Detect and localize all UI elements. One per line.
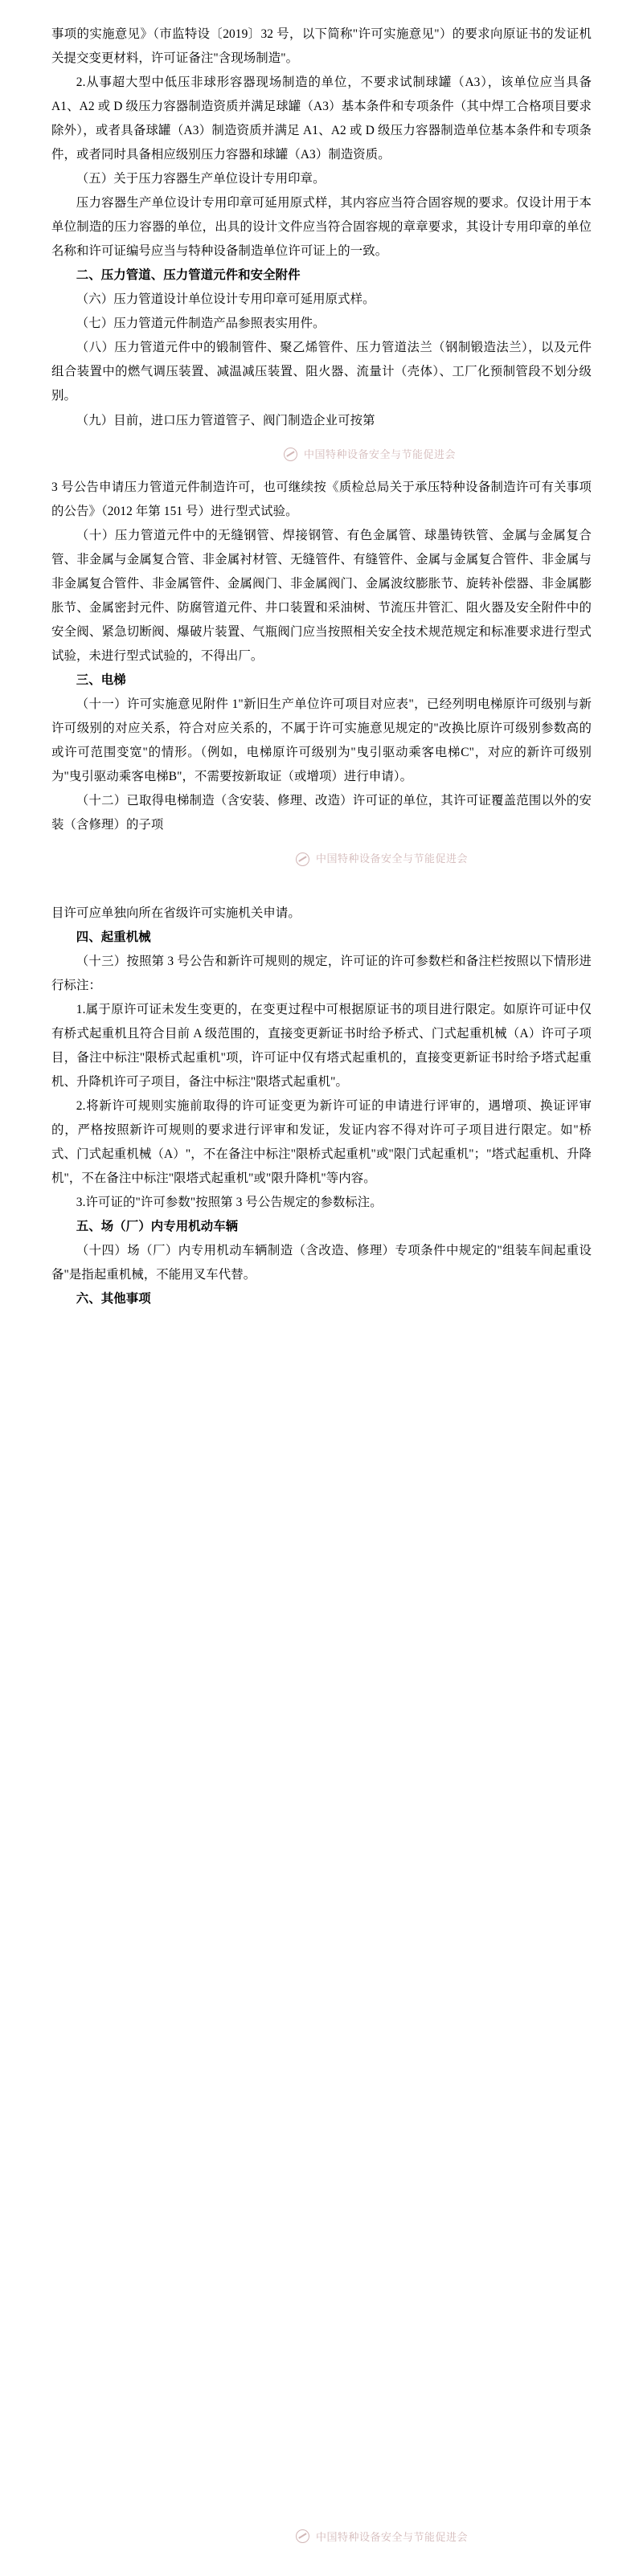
section-heading: 二、压力管道、压力管道元件和安全附件 (76, 268, 301, 283)
paragraph: （十四）场（厂）内专用机动车辆制造（含改造、修理）专项条件中规定的"组装车间起重设备"是指起重机械，不能用叉车代替。 (51, 1244, 592, 1282)
promotion-association-logo-icon (296, 853, 309, 866)
document-body (51, 22, 592, 1311)
section-heading: 五、场（厂）内专用机动车辆 (76, 1220, 239, 1234)
watermark-label: 中国特种设备安全与节能促进会 (315, 853, 468, 865)
section-heading: 三、电梯 (76, 673, 126, 688)
paragraph: 2.从事超大型中低压非球形容器现场制造的单位，不要求试制球罐（A3），该单位应当具备 A1、A2 或 D 级压力容器制造资质并满足球罐（A3）基本条件和专项条件（其中焊工合格项目要求除外），或者具备球罐（A3）制造资质并满足 A1、A2 或 D 级压力容器制造单位基本条件和专项条件，或者同时具备相应级别压力容器和球罐（A3）制造资质。 (51, 76, 592, 162)
paragraph: 目许可应单独向所在省级许可实施机关申请。 (51, 906, 301, 920)
section-heading: 四、起重机械 (76, 930, 151, 944)
paragraph: （十一）许可实施意见附件 1"新旧生产单位许可项目对应表"，已经列明电梯原许可级别与新许可级别的对应关系，符合对应关系的，不属于许可实施意见规定的"改换比原许可级别参数高的或许可范围变宽"的情形。（例如，电梯原许可级别为"曳引驱动乘客电梯C"，对应的新许可级别为"曳引驱动乘客电梯B"，不需要按新取证（或增项）进行申请）。 (51, 697, 592, 784)
paragraph: （六）压力管道设计单位设计专用印章可延用原式样。 (76, 292, 375, 307)
paragraph: （五）关于压力容器生产单位设计专用印章。 (76, 172, 326, 186)
watermark (0, 2529, 643, 2544)
section-heading: 六、其他事项 (76, 1292, 151, 1306)
paragraph: （八）压力管道元件中的锻制管件、聚乙烯管件、压力管道法兰（钢制锻造法兰），以及元件组合装置中的燃气调压装置、减温减压装置、阻火器、流量计（壳体）、工厂化预制管段不划分级别。 (51, 341, 592, 403)
watermark-label: 中国特种设备安全与节能促进会 (303, 448, 456, 460)
paragraph: （九）目前，进口压力管道管子、阀门制造企业可按第 (76, 413, 375, 427)
paragraph: 事项的实施意见》（市监特设〔2019〕32 号，以下简称"许可实施意见"）的要求向原证书的发证机关提交变更材料，许可证备注"含现场制造"。 (51, 27, 592, 66)
paragraph: 2.将新许可规则实施前取得的许可证变更为新许可证的申请进行评审的，遇增项、换证评审的，严格按照新许可规则的要求进行评审和发证，发证内容不得对许可子项目进行限定。如"桥式、门式起重机械（A）"，不在备注中标注"限桥式起重机"或"限门式起重机"；"塔式起重机、升降机"，不在备注中标注"限塔式起重机"或"限升降机"等内容。 (51, 1098, 592, 1186)
paragraph: 压力容器生产单位设计专用印章可延用原式样，其内容应当符合固容规的要求。仅设计用于本单位制造的压力容器的单位，出具的设计文件应当符合固容规的章章要求，其设计专用印章的单位名称和许可证编号应当与特种设备制造单位许可证上的一致。 (51, 196, 592, 259)
promotion-association-logo-icon (284, 448, 297, 461)
watermark-label: 中国特种设备安全与节能促进会 (315, 2531, 468, 2543)
paragraph: 3 号公告申请压力管道元件制造许可，也可继续按《质检总局关于承压特种设备制造许可有关事项的公告》（2012 年第 151 号）进行型式试验。 (51, 480, 592, 518)
paragraph: （十二）已取得电梯制造（含安装、修理、改造）许可证的单位，其许可证覆盖范围以外的安装（含修理）的子项 (51, 794, 592, 832)
paragraph: 1.属于原许可证未发生变更的，在变更过程中可根据原证书的项目进行限定。如原许可证中仅有桥式起重机且符合目前 A 级范围的，直接变更新证书时给予桥式、门式起重机械（A）许可子项目，备注中标注"限桥式起重机"项，许可证中仅有塔式起重机的，直接变更新证书时给予塔式起重机、升降机许可子项目，备注中标注"限塔式起重机"。 (51, 1002, 592, 1089)
promotion-association-logo-icon (296, 2529, 309, 2543)
paragraph: （十）压力管道元件中的无缝钢管、焊接钢管、有色金属管、球墨铸铁管、金属与金属复合管、非金属与金属复合管、非金属衬材管、无缝管件、有缝管件、金属与金属复合管件、非金属与非金属复合管件、非金属管件、金属阀门、非金属阀门、金属波纹膨胀节、旋转补偿器、非金属膨胀节、金属密封元件、防腐管道元件、井口装置和采油树、节流压井管汇、阻火器及安全附件中的安全阀、紧急切断阀、爆破片装置、气瓶阀门应当按照相关安全技术规范规定和标准要求进行型式试验，未进行型式试验的，不得出厂。 (51, 528, 592, 664)
watermark (51, 444, 592, 464)
watermark (51, 848, 592, 869)
paragraph: 3.许可证的"许可参数"按照第 3 号公告规定的参数标注。 (76, 1196, 383, 1210)
paragraph: （七）压力管道元件制造产品参照表实用件。 (76, 317, 326, 331)
paragraph: （十三）按照第 3 号公告和新许可规则的规定，许可证的许可参数栏和备注栏按照以下情形进行标注： (51, 954, 592, 992)
